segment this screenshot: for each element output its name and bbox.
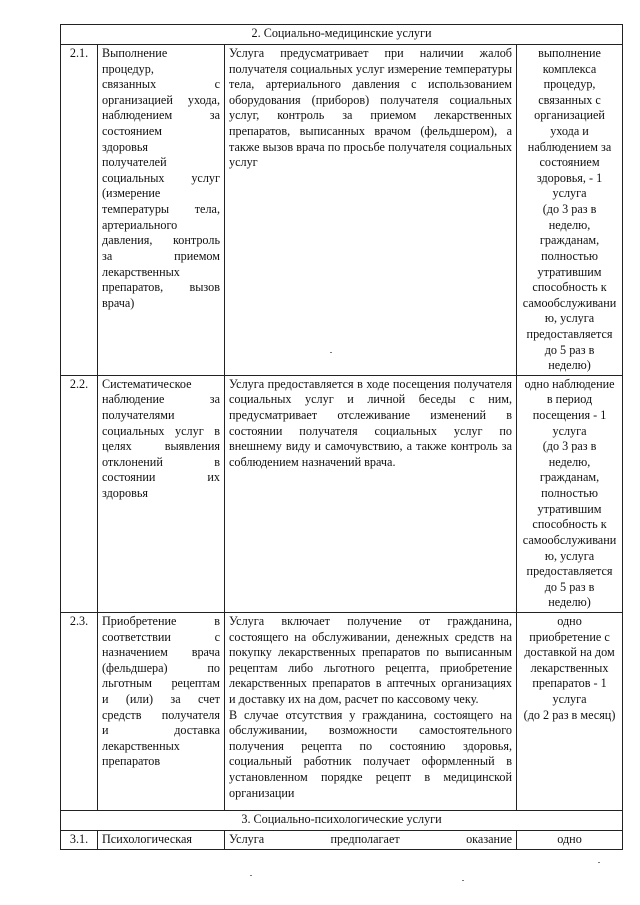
service-name: [98, 45, 225, 376]
section-2-header-row: [61, 25, 623, 45]
name-line: соответствии с: [102, 629, 220, 644]
volume-line: услуга: [552, 423, 587, 438]
volume-line: организацией: [534, 108, 605, 123]
section-3-title: 3. Социально-психологические услуги: [61, 810, 623, 830]
volume-line: самообслуживани: [522, 532, 617, 547]
name-line: артериального: [102, 217, 178, 232]
name-line: состоянием: [102, 124, 163, 139]
service-description: Услуга предоставляется в ходе посещения получателя социальных услуг и личной беседы с ним, предусматривает отслеживание изменений в состоянии получателя социальных услуг по внешнему виду и самочувствию, а также контроль за соблюдением назначений врача.: [225, 375, 517, 612]
name-line: Приобретение в: [102, 613, 220, 628]
table-row-3-1: [61, 830, 623, 849]
table-row-2-2: [61, 375, 623, 612]
services-table: [60, 24, 623, 850]
volume-line: посещения - 1: [532, 408, 607, 423]
name-line: препаратов: [102, 754, 161, 769]
volume-line: до 5 раз в: [544, 342, 595, 357]
volume-line: одно: [557, 831, 582, 846]
name-line: Психологическая: [102, 831, 192, 846]
document-page: [60, 24, 622, 850]
table-row-2-1: [61, 45, 623, 376]
name-line: наблюдением за: [102, 108, 220, 123]
volume-line: до 5 раз в: [544, 579, 595, 594]
scan-speck: [462, 880, 464, 881]
row-number: 2.1.: [61, 45, 98, 376]
volume-line: утратившим: [537, 264, 602, 279]
name-line: средств получателя: [102, 707, 220, 722]
volume-line: состоянием: [539, 155, 600, 170]
service-name: [98, 612, 225, 810]
name-line: (фельдшера) по: [102, 660, 220, 675]
row-number: 3.1.: [61, 830, 98, 849]
service-description: Услуга предполагает оказание: [225, 830, 517, 849]
volume-line: доставкой на дом: [524, 645, 615, 660]
volume-line: наблюдением за: [527, 139, 612, 154]
volume-line: неделю,: [548, 454, 591, 469]
name-line: процедур,: [102, 61, 154, 76]
name-line: организацией ухода,: [102, 92, 220, 107]
volume-line: утратившим: [537, 501, 602, 516]
name-line: температуры тела,: [102, 202, 220, 217]
volume-line: (до 3 раз в: [542, 202, 597, 217]
name-line: лекарственных: [102, 738, 180, 753]
name-line: социальных услуг: [102, 170, 220, 185]
name-line: целях выявления: [102, 439, 220, 454]
volume-line: гражданам,: [539, 233, 600, 248]
volume-line: ю, услуга: [544, 548, 595, 563]
volume-line: выполнение: [538, 46, 601, 60]
service-description: Услуга предусматривает при наличии жалоб получателя социальных услуг измерение температуры тела, артериального давления с использованием оборудования (приборов) получателя социальных услуг, контроль за приемом лекарственных препаратов, выписанных врачом (фельдшером), а также вызов врача по просьбе получателя социальных услуг: [225, 45, 517, 376]
name-line: назначением врача: [102, 645, 220, 660]
volume-line: приобретение с: [529, 629, 610, 644]
description-paragraph: Услуга включает получение от гражданина, состоящего на обслуживании, денежных средств на покупку лекарственных препаратов по выписанным рецептам либо льготного рецепта, приобретение лекарственных препаратов в аптечных организациях и доставку их на дом, расчет по кассовому чеку.: [229, 613, 512, 706]
volume-line: одно наблюдение: [524, 376, 615, 391]
table-row-2-3: [61, 612, 623, 810]
service-volume: [517, 45, 623, 376]
volume-line: ухода и: [550, 124, 589, 139]
service-description: [225, 612, 517, 810]
service-volume: [517, 375, 623, 612]
volume-line: предоставляется: [526, 564, 613, 579]
name-line: (измерение: [102, 186, 161, 201]
section-3-header-row: [61, 810, 623, 830]
description-paragraph: В случае отсутствия у гражданина, состоящего на обслуживании, возможности самостоятельного получения рецепта по состоянию здоровья, социальный работник получает оформленный в установленном порядке рецепт в медицинской организации: [229, 707, 512, 800]
row-number: 2.2.: [61, 375, 98, 612]
name-line: Систематическое: [102, 376, 192, 391]
name-line: здоровья: [102, 486, 148, 501]
name-line: отклонений в: [102, 454, 220, 469]
volume-line: неделю): [548, 595, 591, 610]
volume-line: препаратов - 1: [532, 676, 607, 691]
volume-line: способность к: [532, 280, 607, 295]
volume-line: способность к: [532, 517, 607, 532]
volume-line: (до 2 раз в месяц): [523, 707, 616, 722]
name-line: состоянии их: [102, 470, 220, 485]
volume-line: неделю): [548, 358, 591, 373]
name-line: социальных услуг в: [102, 423, 220, 438]
name-line: лекарственных: [102, 264, 180, 279]
volume-line: самообслуживани: [522, 295, 617, 310]
scan-speck: [250, 875, 252, 876]
volume-line: ю, услуга: [544, 311, 595, 326]
name-line: льготным рецептам: [102, 676, 220, 691]
volume-line: услуга: [552, 186, 587, 201]
volume-line: одно: [557, 613, 582, 628]
volume-line: полностью: [541, 248, 598, 263]
volume-line: процедур,: [543, 77, 596, 92]
name-line: наблюдение за: [102, 392, 220, 407]
name-line: врача): [102, 295, 135, 310]
row-number: 2.3.: [61, 612, 98, 810]
name-line: Выполнение: [102, 46, 168, 60]
volume-line: комплекса: [542, 61, 597, 76]
name-line: за приемом: [102, 248, 220, 263]
section-2-title: 2. Социально-медицинские услуги: [61, 25, 623, 45]
volume-line: полностью: [541, 486, 598, 501]
name-line: получателей: [102, 155, 167, 170]
volume-line: здоровья, - 1: [536, 170, 603, 185]
name-line: получателями: [102, 408, 175, 423]
service-name: [98, 375, 225, 612]
service-volume: [517, 830, 623, 849]
name-line: препаратов, вызов: [102, 280, 220, 295]
service-volume: [517, 612, 623, 810]
name-line: связанных с: [102, 77, 220, 92]
name-line: здоровья: [102, 139, 148, 154]
volume-line: неделю,: [548, 217, 591, 232]
service-name: [98, 830, 225, 849]
volume-line: услуга: [552, 691, 587, 706]
scan-speck: [330, 352, 332, 353]
scan-speck: [598, 862, 600, 863]
name-line: и доставка: [102, 723, 220, 738]
volume-line: предоставляется: [526, 326, 613, 341]
volume-line: связанных с: [538, 92, 601, 107]
volume-line: (до 3 раз в: [542, 439, 597, 454]
volume-line: в период: [546, 392, 593, 407]
name-line: и (или) за счет: [102, 691, 220, 706]
name-line: давления, контроль: [102, 233, 220, 248]
volume-line: лекарственных: [530, 660, 609, 675]
volume-line: гражданам,: [539, 470, 600, 485]
